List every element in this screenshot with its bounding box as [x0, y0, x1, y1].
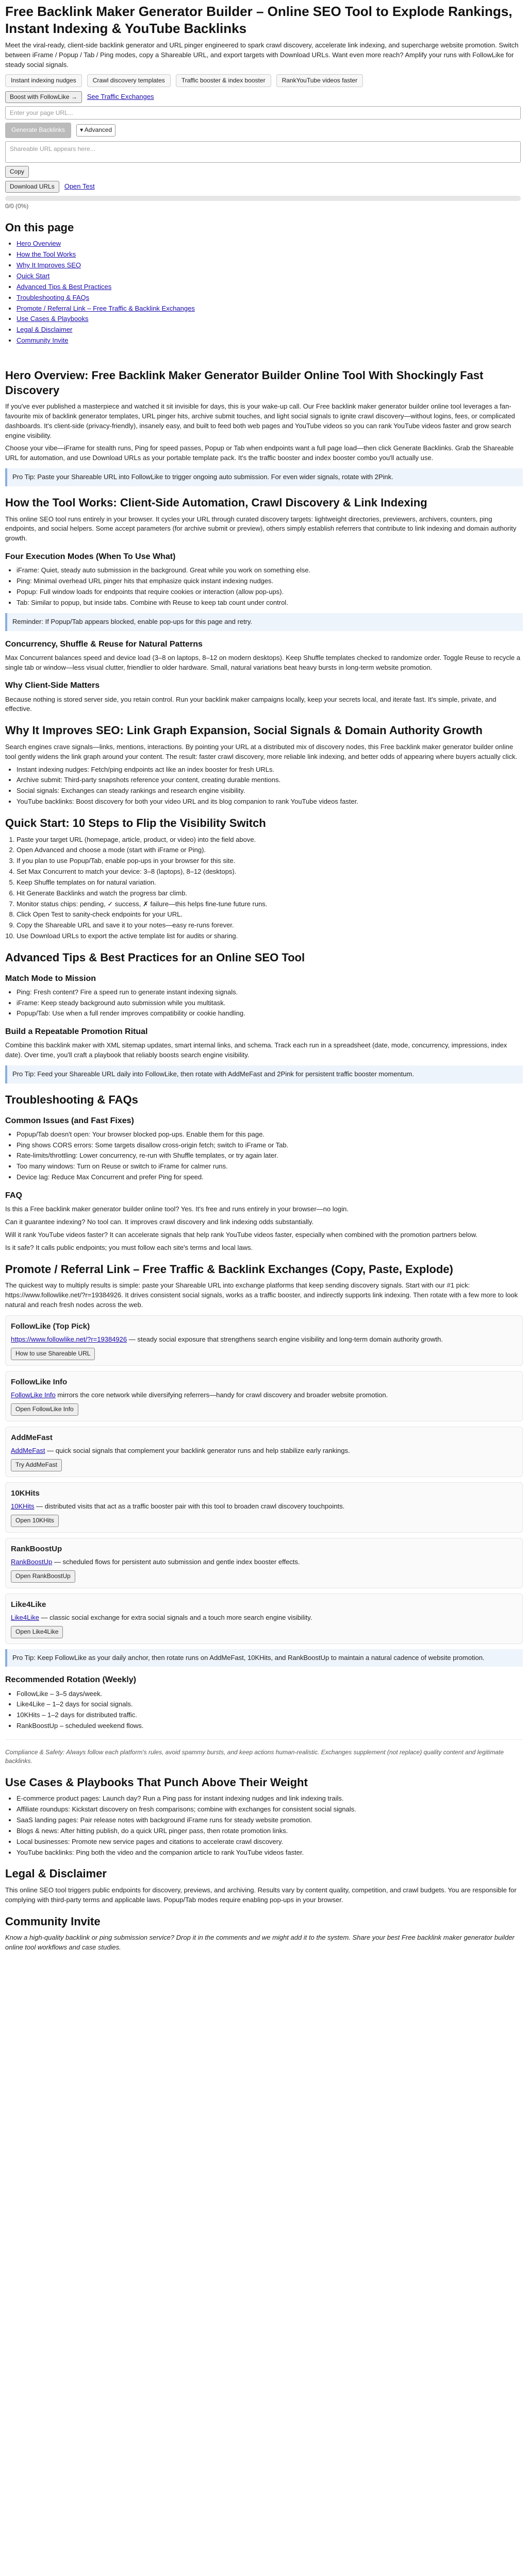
rotation-item: • RankBoostUp – scheduled weekend flows. [16, 1721, 523, 1731]
partner-card-addmefast [5, 1427, 523, 1477]
match-item: • iFrame: Keep steady background auto submission while you multitask. [16, 998, 523, 1008]
generate-backlinks-button[interactable]: Generate Backlinks [5, 123, 71, 138]
partner-name: RankBoostUp [11, 1544, 62, 1553]
advanced-tip: Pro Tip: Feed your Shareable URL daily into FollowLike, then rotate with AddMeFast and 2Pink for persistent traffic booster momentum. [5, 1065, 523, 1083]
partner-card-10khits [5, 1482, 523, 1533]
partner-button[interactable]: Try AddMeFast [11, 1459, 62, 1471]
toc-item [16, 304, 523, 314]
partner-button[interactable]: Open 10KHits [11, 1515, 59, 1527]
usecase-item: • SaaS landing pages: Pair release notes with background iFrame runs for steady website promotion. [16, 1816, 523, 1825]
how-p1: This online SEO tool runs entirely in your browser. It cycles your URL through curated discovery targets: lightweight directories, previewers, archivers, counters, ping endpoints, and social helpers. Some accept parameters (for archive submit or preview), others simply establish referrers that contribute to link indexing and domain authority growth. [5, 515, 517, 543]
quick-step: 5. Keep Shuffle templates on for natural variation. [16, 878, 523, 888]
why-item: • YouTube backlinks: Boost discovery for both your video URL and its blog companion to rank YouTube videos faster. [16, 797, 523, 807]
partner-name: Like4Like [11, 1600, 46, 1609]
partner-link[interactable]: https://www.followlike.net/?r=19384926 [11, 1335, 127, 1344]
toc-link-troubleshooting[interactable]: Troubleshooting & FAQs [16, 293, 90, 301]
faq-item: Is it safe? It calls public endpoints; you must follow each site's terms and local laws. [5, 1243, 253, 1251]
why-item: • Instant indexing nudges: Fetch/ping endpoints act like an index booster for fresh URLs. [16, 765, 523, 775]
toc-link-usecases[interactable]: Use Cases & Playbooks [16, 315, 89, 323]
faq-item: Will it rank YouTube videos faster? It can accelerate signals that help rank YouTube videos faster, especially when combined with the promotion partners below. [5, 1230, 478, 1239]
issue-item: • Device lag: Reduce Max Concurrent and prefer Ping for speed. [16, 1173, 523, 1182]
progress-bar [5, 196, 521, 201]
shareable-placeholder: Shareable URL appears here... [10, 145, 95, 152]
chevron-down-icon: ▾ [80, 126, 84, 134]
legal-p: This online SEO tool triggers public endpoints for discovery, previews, and archiving. Results vary by content quality, competition, and crawl budgets. You are responsible for complying with third-party terms and applicable laws. Popup/Tab modes require enabling pop-ups in your browser. [5, 1886, 517, 1904]
usecase-item: • Blogs & news: After hitting publish, do a quick URL pinger pass, then rotate promotion links. [16, 1826, 523, 1836]
generate-row [5, 123, 523, 138]
faq-item: Can it guarantee indexing? No tool can. It improves crawl discovery and link indexing odds substantially. [5, 1218, 314, 1226]
quick-step: 7. Monitor status chips: pending, ✓ success, ✗ failure—this helps fine-tune future runs. [16, 900, 523, 909]
routine-title: Build a Repeatable Promotion Ritual [5, 1027, 148, 1037]
promote-title: Promote / Referral Link – Free Traffic & Backlink Exchanges (Copy, Paste, Explode) [5, 1262, 453, 1276]
compliance-note: Compliance & Safety: Always follow each platform's rules, avoid spammy bursts, and keep actions human-realistic. Exchanges supplement (not replace) quality content and legitimate backlinks. [5, 1749, 504, 1765]
hero-p1: If you've ever published a masterpiece and watched it sit invisible for days, this is your wake-up call. Our Free backlink maker generator builder online tool leverages a fan-favourite mix of backlink generator templates, URL pinger hits, archive submit touches, and light social signals to ignite crawl discovery—without logins, fees, or complicated dashboards. It's client-side (privacy-friendly), insanely easy, and built to feed both web pages and YouTube videos so you can rank YouTube videos faster and grow search engine visibility. [5, 402, 515, 439]
quick-step: 4. Set Max Concurrent to match your device: 3–8 (laptops), 8–12 (desktops). [16, 867, 523, 877]
rotation-item: • FollowLike – 3–5 days/week. [16, 1689, 523, 1699]
match-item: • Popup/Tab: Use when a full render improves compatibility or cookie handling. [16, 1009, 523, 1019]
community-p: Know a high-quality backlink or ping submission service? Drop it in the comments and we might add it to the system. Share your best Free backlink maker generator builder online tool workflows and case studies. [5, 1934, 515, 1952]
usecase-item: • Local businesses: Promote new service pages and citations to accelerate crawl discovery. [16, 1837, 523, 1847]
faq-item: Is this a Free backlink maker generator builder online tool? Yes. It's free and runs entirely in your browser—no login. [5, 1205, 349, 1213]
partner-link[interactable]: AddMeFast [11, 1447, 45, 1455]
usecase-item: • E-commerce product pages: Launch day? Run a Ping pass for instant indexing nudges and link indexing trails. [16, 1794, 523, 1804]
partner-card-rankboostup [5, 1538, 523, 1588]
toc-list [16, 239, 523, 345]
partner-link[interactable]: 10KHits [11, 1502, 35, 1511]
toc-title: On this page [5, 221, 74, 234]
toc-link-why[interactable]: Why It Improves SEO [16, 261, 81, 269]
toc-item [16, 261, 523, 270]
toc-item [16, 336, 523, 346]
toc-link-hero[interactable]: Hero Overview [16, 240, 61, 248]
advanced-title: Advanced Tips & Best Practices for an Online SEO Tool [5, 951, 305, 964]
issues-list [16, 1130, 523, 1182]
mode-item: • Popup: Full window loads for endpoints that require cookies or interaction (allow pop-ups). [16, 587, 523, 597]
partner-name: FollowLike (Top Pick) [11, 1321, 90, 1331]
issue-item: • Popup/Tab doesn't open: Your browser blocked pop-ups. Enable them for this page. [16, 1130, 523, 1140]
modes-list [16, 566, 523, 607]
toolbar-item-0: Instant indexing nudges [5, 74, 82, 87]
toc-item [16, 282, 523, 292]
url-input[interactable] [5, 106, 521, 120]
toolbar-item-2: Traffic booster & index booster [176, 74, 271, 87]
copy-button[interactable]: Copy [5, 166, 29, 178]
partner-desc: — distributed visits that act as a traffic booster pair with this tool to broaden crawl discovery touchpoints. [34, 1502, 345, 1511]
why-item: • Social signals: Exchanges can steady rankings and research engine visibility. [16, 786, 523, 796]
reminder: Reminder: If Popup/Tab appears blocked, enable pop-ups for this page and retry. [5, 613, 523, 631]
toc-item [16, 272, 523, 281]
mode-item: • Ping: Minimal overhead URL pinger hits that emphasize quick instant indexing nudges. [16, 577, 523, 586]
progress-text: 0/0 (0%) [5, 202, 29, 210]
partner-name: 10KHits [11, 1488, 40, 1498]
why-title: Why It Improves SEO: Link Graph Expansion, Social Signals & Domain Authority Growth [5, 724, 483, 737]
intro: Meet the viral-ready, client-side backlink generator and URL pinger engineered to spark crawl discovery, accelerate link indexing, and supercharge website promotion. Switch between iFrame / Popup / Tab / Ping modes, copy a Shareable URL, and export targets with Download URLs. Want even more reach? Amplify your runs with FollowLike for steady social signals. [5, 41, 519, 69]
mode-item: • iFrame: Quiet, steady auto submission in the background. Great while you work on something else. [16, 566, 523, 575]
rotation-list [16, 1689, 523, 1731]
legal-title: Legal & Disclaimer [5, 1867, 107, 1880]
partner-button[interactable]: How to use Shareable URL [11, 1348, 95, 1360]
partner-button[interactable]: Open RankBoostUp [11, 1570, 75, 1582]
community-title: Community Invite [5, 1914, 101, 1928]
boost-followlike-button[interactable]: Boost with FollowLike → [5, 91, 82, 103]
hero-p2: Choose your vibe—iFrame for stealth runs, Ping for speed passes, Popup or Tab when endpoints want a full page load—then click Generate Backlinks. Grab the Shareable URL for automation, and use Download URLs as your portable template pack. It's the traffic booster and index booster combo you'll actually use. [5, 444, 514, 462]
usecases-title: Use Cases & Playbooks That Punch Above Their Weight [5, 1775, 308, 1789]
client-title: Why Client-Side Matters [5, 681, 100, 690]
routine-p: Combine this backlink maker with XML sitemap updates, smart internal links, and schema. Track each run in a spreadsheet (date, mode, concurrency, impressions, index date). Over time, you'll craft a playbook that reliably boosts search engine visibility. [5, 1041, 507, 1059]
match-title: Match Mode to Mission [5, 974, 96, 983]
promote-tip: Pro Tip: Keep FollowLike as your daily anchor, then rotate runs on AddMeFast, 10KHits, and RankBoostUp to maintain a natural cadence of website promotion. [5, 1649, 523, 1667]
usecase-item: • Affiliate roundups: Kickstart discovery on fresh comparisons; combine with exchanges for consistent social signals. [16, 1805, 523, 1815]
issue-item: • Rate-limits/throttling: Lower concurrency, re-run with Shuffle templates, or try again later. [16, 1151, 523, 1161]
mode-item: • Tab: Similar to popup, but inside tabs. Combine with Reuse to keep tab count under control. [16, 598, 523, 608]
why-p1: Search engines crave signals—links, mentions, interactions. By pointing your URL at a distributed mix of discovery nodes, this Free backlink maker generator builder online tool gently widens the link graph around your content. The result: faster crawl discovery, more reliable link indexing, and better odds of appearing where buyers actually click. [5, 742, 518, 760]
partner-link[interactable]: FollowLike Info [11, 1391, 56, 1399]
rotation-item: • Like4Like – 1–2 days for social signals. [16, 1700, 523, 1709]
quick-step: 6. Hit Generate Backlinks and watch the progress bar climb. [16, 889, 523, 899]
advanced-label: Advanced [84, 126, 112, 134]
toc-link-quick[interactable]: Quick Start [16, 272, 50, 280]
partner-button[interactable]: Open FollowLike Info [11, 1403, 78, 1415]
toc-link-how[interactable]: How the Tool Works [16, 250, 76, 259]
rotation-item: • 10KHits – 1–2 days for distributed traffic. [16, 1710, 523, 1720]
toc-item [16, 325, 523, 335]
quick-steps [16, 835, 523, 941]
match-list [16, 988, 523, 1019]
advanced-toggle[interactable] [76, 124, 116, 136]
divider [5, 1739, 523, 1740]
shareable-url-field[interactable] [5, 141, 521, 163]
promote-p1: The quickest way to multiply results is simple: paste your Shareable URL into exchange platforms that keep sending discovery signals. Start with our #1 pick: https://www.followlike.net/?r=19384926. It drives consistent social signals, works as a traffic booster, and indirectly supports link indexing. Then rotate with a few more to look natural and reach fresh nodes across the web. [5, 1281, 518, 1309]
toc-link-advanced[interactable]: Advanced Tips & Best Practices [16, 282, 112, 291]
partner-desc: — scheduled flows for persistent auto submission and gentle index booster effects. [52, 1558, 300, 1566]
concurrency-p: Max Concurrent balances speed and device load (3–8 on laptops, 8–12 on modern desktops). Keep Shuffle templates checked to randomize order. Toggle Reuse to recycle a single tab or window—less visual clutter, friendlier to older hardware. Small, natural variations beat heavy bursts in long-term website promotion. [5, 653, 520, 671]
partner-name: FollowLike Info [11, 1377, 68, 1386]
why-list [16, 765, 523, 807]
url-input-placeholder: Enter your page URL... [10, 109, 73, 116]
hero-tip: Pro Tip: Paste your Shareable URL into FollowLike to trigger ongoing auto submission. For even wider signals, rotate with 2Pink. [5, 468, 523, 486]
toc-item [16, 239, 523, 249]
partner-desc: — steady social exposure that strengthens search engine visibility and long-term domain authority growth. [127, 1335, 443, 1344]
boost-row [5, 91, 523, 103]
trouble-title: Troubleshooting & FAQs [5, 1093, 138, 1106]
usecases-list [16, 1794, 523, 1857]
toc-item [16, 250, 523, 260]
quick-step: 3. If you plan to use Popup/Tab, enable pop-ups in your browser for this site. [16, 856, 523, 866]
how-title: How the Tool Works: Client-Side Automation, Crawl Discovery & Link Indexing [5, 496, 427, 509]
download-urls-button[interactable]: Download URLs [5, 181, 59, 193]
open-test-link[interactable]: Open Test [64, 182, 95, 191]
match-item: • Ping: Fresh content? Fire a speed run to generate instant indexing signals. [16, 988, 523, 997]
faq-title: FAQ [5, 1191, 22, 1200]
partner-card-like4like [5, 1594, 523, 1644]
feature-toolbar [5, 74, 523, 87]
partner-desc: — classic social exchange for extra social signals and a touch more search engine visibility. [39, 1614, 312, 1622]
partner-card-followlike-info [5, 1371, 523, 1421]
traffic-exchanges-link[interactable]: See Traffic Exchanges [87, 93, 154, 101]
quick-title: Quick Start: 10 Steps to Flip the Visibility Switch [5, 816, 266, 829]
rotation-title: Recommended Rotation (Weekly) [5, 1675, 136, 1685]
toolbar-item-1: Crawl discovery templates [87, 74, 171, 87]
toc-link-community[interactable]: Community Invite [16, 336, 69, 345]
issue-item: • Ping shows CORS errors: Some targets disallow cross-origin fetch; switch to iFrame or Tab. [16, 1141, 523, 1150]
quick-step: 9. Copy the Shareable URL and save it to your notes—easy re-runs forever. [16, 921, 523, 930]
issue-item: • Too many windows: Turn on Reuse or switch to iFrame for calmer runs. [16, 1162, 523, 1172]
quick-step: 10. Use Download URLs to export the active template list for audits or sharing. [16, 931, 523, 941]
quick-step: 2. Open Advanced and choose a mode (start with iFrame or Ping). [16, 845, 523, 855]
download-row [5, 181, 523, 193]
concurrency-title: Concurrency, Shuffle & Reuse for Natural Patterns [5, 639, 203, 649]
quick-step: 8. Click Open Test to sanity-check endpoints for your URL. [16, 910, 523, 920]
partner-desc: — quick social signals that complement your backlink generator runs and help stabilize early rankings. [45, 1447, 350, 1455]
modes-title: Four Execution Modes (When To Use What) [5, 552, 176, 562]
page-title: Free Backlink Maker Generator Builder – Online SEO Tool to Explode Rankings, Instant Indexing & YouTube Backlinks [5, 4, 513, 36]
toc-link-promote[interactable]: Promote / Referral Link – Free Traffic & Backlink Exchanges [16, 304, 195, 312]
toolbar-item-3: RankYouTube videos faster [276, 74, 364, 87]
quick-step: 1. Paste your target URL (homepage, article, product, or video) into the field above. [16, 835, 523, 845]
page [0, 3, 528, 1953]
partner-link[interactable]: Like4Like [11, 1614, 39, 1622]
why-item: • Archive submit: Third-party snapshots reference your content, creating durable mentions. [16, 775, 523, 785]
toc-item [16, 314, 523, 324]
partner-desc: mirrors the core network while diversifying referrers—handy for crawl discovery and broader website promotion. [55, 1391, 388, 1399]
toc-item [16, 293, 523, 303]
hero-title: Hero Overview: Free Backlink Maker Generator Builder Online Tool With Shockingly Fast Discovery [5, 368, 484, 397]
copy-row [5, 166, 523, 178]
partner-name: AddMeFast [11, 1433, 53, 1442]
partner-card-followlike [5, 1315, 523, 1366]
usecase-item: • YouTube backlinks: Ping both the video and the companion article to rank YouTube videos faster. [16, 1848, 523, 1858]
partner-button[interactable]: Open Like4Like [11, 1626, 63, 1638]
toc-link-legal[interactable]: Legal & Disclaimer [16, 326, 73, 334]
issues-title: Common Issues (and Fast Fixes) [5, 1116, 134, 1125]
client-p: Because nothing is stored server side, you retain control. Run your backlink maker campaigns locally, keep your secrets local, and iterate fast. It's simple, private, and effective. [5, 695, 497, 713]
partner-link[interactable]: RankBoostUp [11, 1558, 53, 1566]
